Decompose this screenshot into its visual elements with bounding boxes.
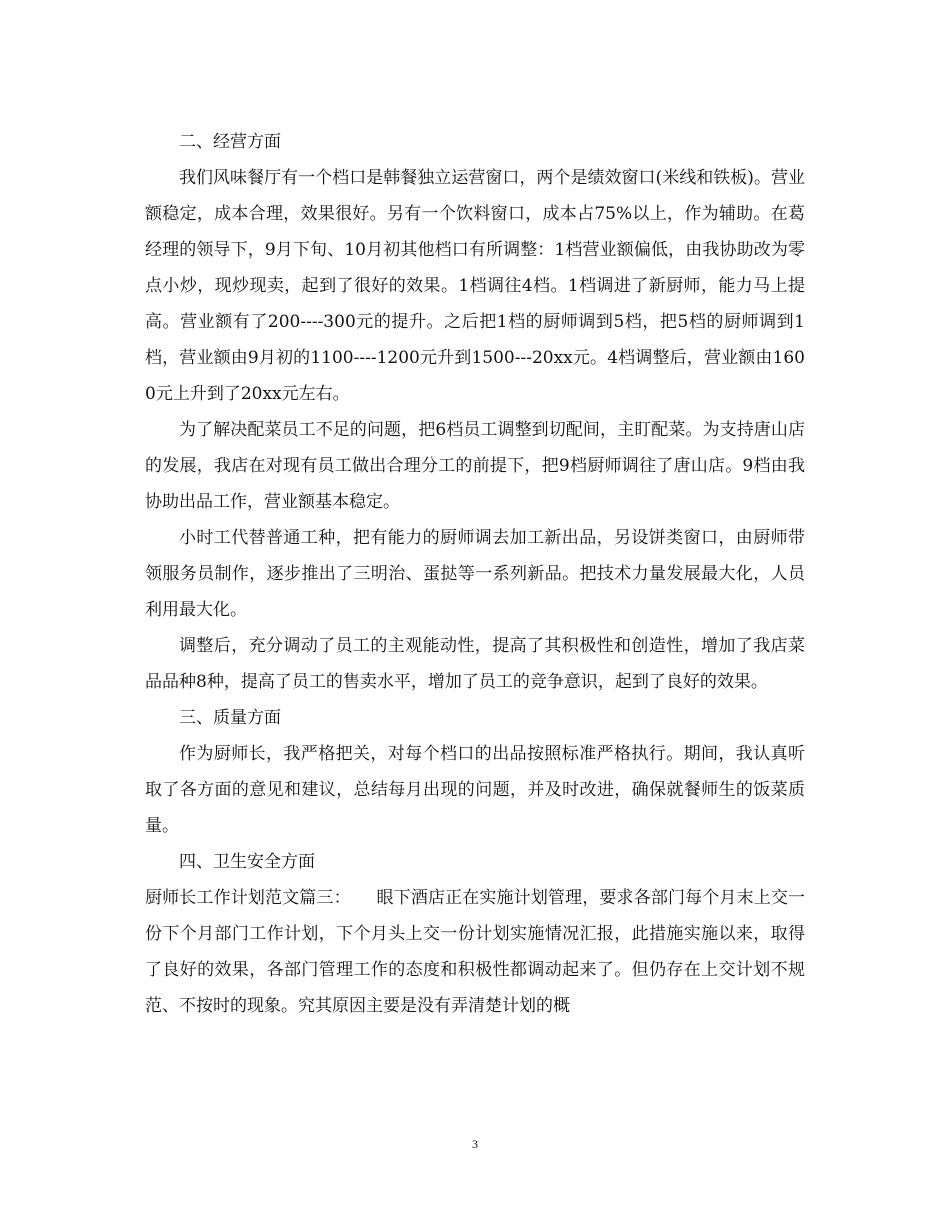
paragraph-sample-three: 厨师长工作计划范文篇三： 眼下酒店正在实施计划管理，要求各部门每个月末上交一份下个月部门工作计划，下个月头上交一份计划实施情况汇报，此措施实施以来，取得了良好的效果，各部门管理工作的态度和积极性都调动起来了。但仍存在上交计划不规范、不按时的现象。究其原因主要是没有弄清楚计划的概 <box>145 888 805 1016</box>
paragraph-quality: 作为厨师长，我严格把关，对每个档口的出品按照标准严格执行。期间，我认真听取了各方面的意见和建议，总结每月出现的问题，并及时改进，确保就餐师生的饭菜质量。 <box>145 744 805 836</box>
paragraph-business-1: 我们风味餐厅有一个档口是韩餐独立运营窗口，两个是绩效窗口(米线和铁板)。营业额稳定，成本合理，效果很好。另有一个饮料窗口，成本占75%以上，作为辅助。在葛经理的领导下，9月下旬、10月初其他档口有所调整：1档营业额偏低，由我协助改为零点小炒，现炒现卖，起到了很好的效果。1档调往4档。1档调进了新厨师，能力马上提高。营业额有了200----300元的提升。之后把1档的厨师调到5档，把5档的厨师调到1档，营业额由9月初的1100----1200元升到1500---20xx元。4档调整后，营业额由1600元上升到了20xx元左右。 <box>145 168 805 404</box>
heading-business: 二、经营方面 <box>179 132 281 152</box>
paragraph-business-3: 小时工代替普通工种，把有能力的厨师调去加工新出品，另设饼类窗口，由厨师带领服务员制作，逐步推出了三明治、蛋挞等一系列新品。把技术力量发展最大化，人员利用最大化。 <box>145 528 805 620</box>
paragraph-business-2: 为了解决配菜员工不足的问题，把6档员工调整到切配间，主盯配菜。为支持唐山店的发展，我店在对现有员工做出合理分工的前提下，把9档厨师调往了唐山店。9档由我协助出品工作，营业额基本稳定。 <box>145 420 805 512</box>
heading-hygiene-safety: 四、卫生安全方面 <box>179 852 315 872</box>
page-number: 3 <box>472 1137 478 1151</box>
page-content <box>145 124 805 1024</box>
heading-quality: 三、质量方面 <box>179 708 281 728</box>
paragraph-business-4: 调整后，充分调动了员工的主观能动性，提高了其积极性和创造性，增加了我店菜品品种8种，提高了员工的售卖水平，增加了员工的竞争意识，起到了良好的效果。 <box>145 636 805 692</box>
